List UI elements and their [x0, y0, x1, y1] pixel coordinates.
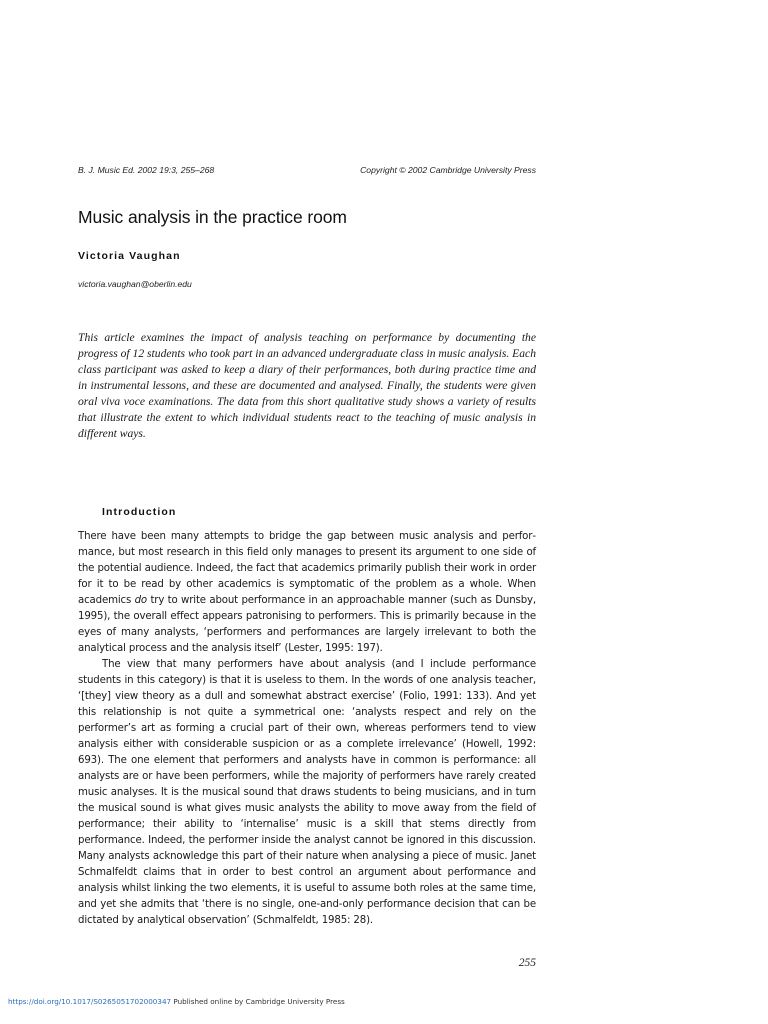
abstract: This article examines the impact of analysis teaching on performance by documenting the progress of 12 students who took part in an advanced undergraduate class in music analysis. Each class participant was asked to keep a diary of their performances, both during practice time and in instrumental lessons, and these are documented and analysed. Finally, the students were given oral viva voce examinations. The data from this short qualitative study shows a variety of results that illustrate the extent to which individual students react to the teaching of music analysis in different ways.	[78, 331, 536, 440]
published-note: Published online by Cambridge University Press	[171, 997, 345, 1006]
paragraph-2: The view that many performers have about analysis (and I include performance students in this category) is that it is useless to them. In the words of one analysis teacher, ‘[they] view theory as a dull and somewhat abstract exercise’ (Folio, 1991: 133). And yet this relationship is not quite a symmetrical one: ‘analysts respect and rely on the performer’s art as forming a crucial part of their own, whereas performers tend to view analysis either with considerable suspicion or as a complete irrelevance’ (Howell, 1992: 693). The one element that performers and analysts have in common is performance: all analysts are or have been performers, while the majority of performers have rarely created music analyses. It is the musical sound that draws students to being musicians, and in turn the musical sound is what gives music analysts the ability to move away from the field of performance; their ability to ‘internalise’ music is a skill that stems directly from performance. Indeed, the performer inside the analyst cannot be ignored in this discussion. Many analysts acknowledge this part of their nature when analysing a piece of music. Janet Schmalfeldt claims that in order to best control an argument about performance and analysis whilst linking the two elements, it is useful to assume both roles at the same time, and yet she admits that ‘there is no single, one-and-only performance decision that can be dictated by analytical observation’ (Schmalfeldt, 1985: 28).	[78, 659, 536, 926]
journal-citation: B. J. Music Ed. 2002 19:3, 255–268	[78, 165, 215, 175]
paragraph-1-part-b: try to write about performance in an approachable manner (such as Dunsby, 1995), the overall effect appears patronising to performers. This is primarily because in the eyes of many analysts, ‘performers and performances are largely irrelevant to both the analytical process and the analysis itself’ (Lester, 1995: 197).	[78, 595, 536, 654]
running-head	[78, 165, 536, 175]
article-title: Music analysis in the practice room	[78, 207, 347, 227]
footer	[8, 997, 345, 1006]
body-text	[78, 529, 536, 929]
author-name: Victoria Vaughan	[78, 250, 181, 262]
copyright-notice: Copyright © 2002 Cambridge University Press	[360, 165, 536, 175]
page-number: 255	[518, 957, 536, 969]
doi-link[interactable]: https://doi.org/10.1017/S0265051702000347	[8, 997, 172, 1006]
paragraph-1-part-a: There have been many attempts to bridge the gap between music analysis and performance, but most research in this field only manages to present its argument to one side of the potential audience. Indeed, the fact that academics primarily publish their work in order for it to be read by other academics is symptomatic of the problem as a whole. When academics	[78, 531, 536, 606]
paragraph-1-emphasis: do	[134, 595, 147, 606]
section-heading: Introduction	[102, 506, 177, 518]
paragraph-1	[78, 529, 536, 657]
author-email: victoria.vaughan@oberlin.edu	[78, 279, 192, 289]
